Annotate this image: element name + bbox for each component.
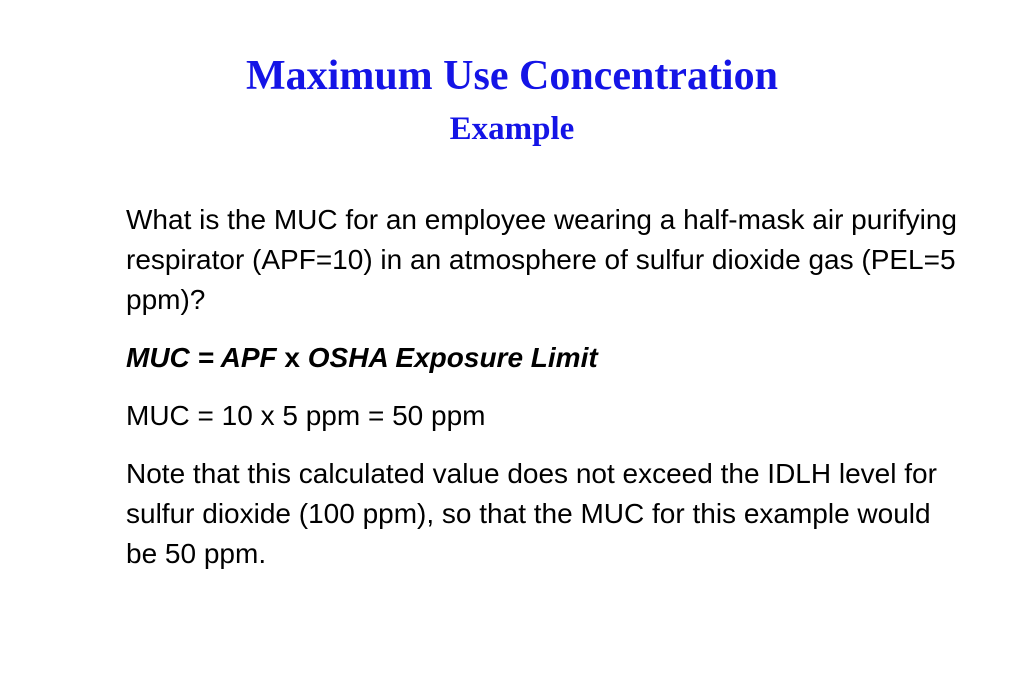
formula-line xyxy=(126,338,966,378)
note-text: Note that this calculated value does not exceed the IDLH level for sulfur dioxide (100 ppm), so that the MUC for this example would be 50 ppm. xyxy=(126,458,937,569)
slide-title: Maximum Use Concentration xyxy=(246,53,778,99)
calculation-text: MUC = 10 x 5 ppm = 50 ppm xyxy=(126,400,486,431)
formula-right: OSHA Exposure Limit xyxy=(307,342,598,373)
slide-body xyxy=(126,200,966,592)
question-text: What is the MUC for an employee wearing a half-mask air purifying respirator (APF=10) in an atmosphere of sulfur dioxide gas (PEL=5 ppm)? xyxy=(126,204,958,315)
formula-operator: x xyxy=(284,342,300,373)
slide-subtitle: Example xyxy=(449,111,575,147)
formula-left: MUC = APF xyxy=(126,342,277,373)
